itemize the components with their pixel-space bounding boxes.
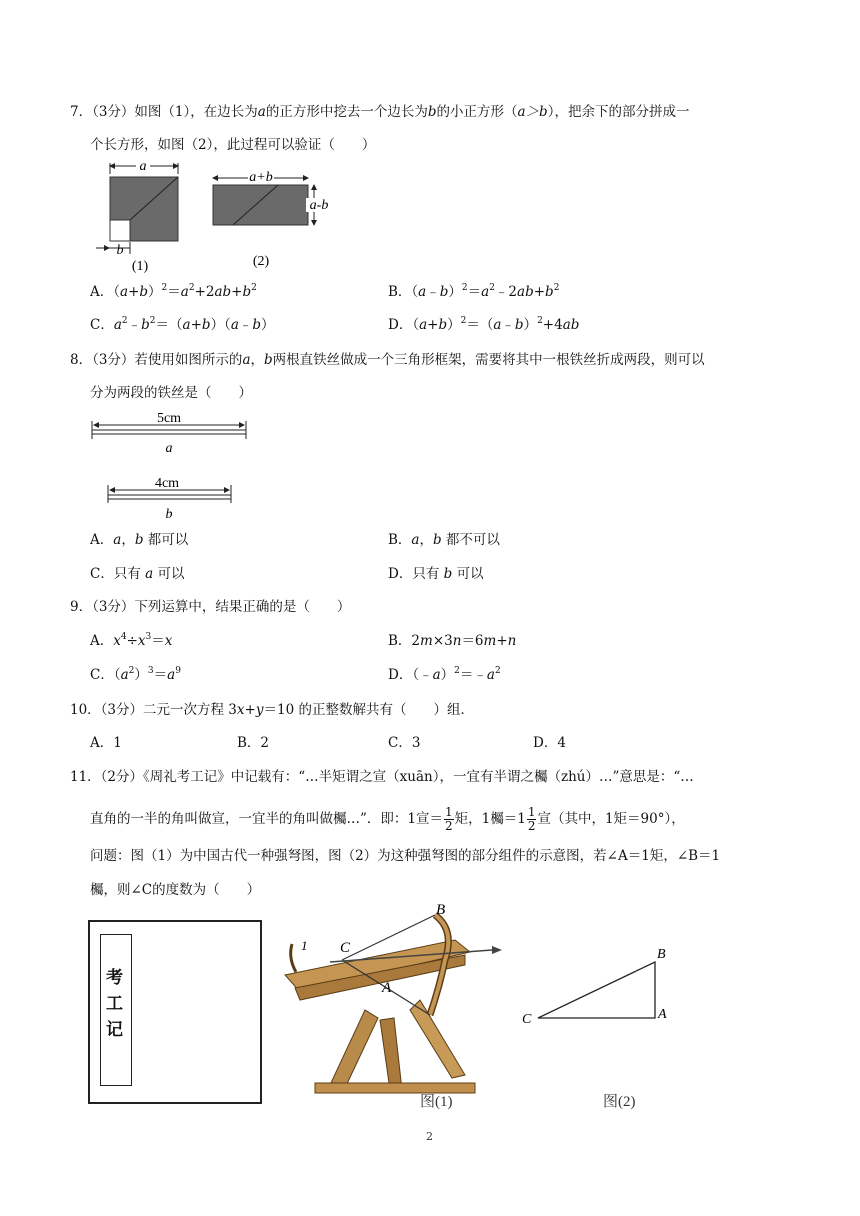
- q10-option-a: A．1: [90, 735, 122, 751]
- q7-option-d: D．$(a+b)^2=(a﹣b)^2+4ab$: [388, 316, 580, 333]
- q9-stem: 9．（3分）下列运算中，结果正确的是（ ）: [70, 599, 351, 615]
- crossbow-label-1: 1: [301, 938, 308, 953]
- q8-wire-figure: [88, 405, 253, 525]
- fig1-a-label: a: [139, 160, 147, 174]
- q8-stem-line1: 8．（3分）若使用如图所示的a，b两根直铁丝做成一个三角形框架，需要将其中一根铁丝折成两段，则可以: [70, 352, 705, 368]
- fig1-b-label: b: [116, 243, 124, 258]
- q9-option-d: D．$(﹣a)^2=﹣a^2$: [388, 666, 501, 683]
- q8-stem-line2: 分为两段的铁丝是（ ）: [90, 385, 252, 401]
- fig2-top-label: a+b: [249, 170, 273, 185]
- crossbow-label-B: B: [436, 902, 446, 918]
- crossbow-icon: [285, 915, 502, 1093]
- q11-stem-line3: 问题：图（1）为中国古代一种强弩图，图（2）为这种强弩图的部分组件的示意图，若∠A＝1矩，∠B＝1: [90, 848, 721, 864]
- book-title-box: [100, 934, 132, 1086]
- fig2-caption: 图(2): [603, 1094, 636, 1110]
- triangle-label-A: A: [658, 1007, 667, 1022]
- fig1-caption: (1): [131, 259, 149, 274]
- q9-option-a: A．$x^4\div x^3=x$: [90, 632, 173, 649]
- q8-option-c: C．只有 a 可以: [90, 566, 185, 582]
- q9-option-b: B．2m×3n＝6m+n: [388, 633, 517, 649]
- wire-b: [108, 495, 231, 499]
- wire-b-length: 4cm: [154, 476, 180, 491]
- wire-a-name: a: [165, 441, 173, 456]
- rectangle: [213, 185, 308, 225]
- q7-option-c: C．$a^2﹣b^2=(a+b)(a﹣b)$: [90, 316, 275, 333]
- q7-figure: [88, 160, 338, 275]
- fraction-mixed-half: $\frac{1}{2}$: [527, 805, 536, 833]
- crossbow-label-A: A: [382, 980, 392, 996]
- q9-option-c: C．$(a^2)^3=a^9$: [90, 666, 181, 683]
- fig1-caption: 图(1): [420, 1094, 453, 1110]
- page-number: 2: [426, 1130, 433, 1143]
- small-square: [110, 220, 130, 241]
- q8-option-d: D．只有 b 可以: [388, 566, 484, 582]
- triangle-label-C: C: [522, 1012, 532, 1027]
- q10-stem: 10．（3分）二元一次方程 3x+y＝10 的正整数解共有（ ）组．: [70, 702, 474, 718]
- fig2-caption: (2): [252, 254, 270, 269]
- crossbow-figure: [270, 900, 670, 1115]
- wire-a-length: 5cm: [156, 411, 182, 426]
- q7-stem-line2: 个长方形，如图（2），此过程可以验证（ ）: [90, 137, 376, 153]
- q7-option-b: B．$(a﹣b)^2=a^2﹣2ab+b^2$: [388, 283, 560, 300]
- q7-stem-line1: 7．（3分）如图（1），在边长为a的正方形中挖去一个边长为b的小正方形（a＞b），把余下的部分拼成一: [70, 104, 690, 120]
- wire-a: [92, 430, 246, 434]
- q11-stem-line2: 直角的一半的角叫做宣，一宜半的角叫做欘…”．即：1宣＝ $\frac{1}{2}$ 矩，1欘＝1 $\frac{1}{2}$ 宣（其中，1矩＝90°），: [90, 805, 685, 833]
- crossbow-label-C: C: [340, 940, 351, 956]
- q7-option-a: A．$(a+b)^2=a^2+2ab+b^2$: [90, 283, 257, 300]
- q11-stem-line1: 11．（2分）《周礼考工记》中记载有：“…半矩谓之宣（xuān），一宜有半谓之欘（zhú）…”意思是：“…: [70, 769, 694, 785]
- wire-b-name: b: [165, 507, 173, 522]
- q8-option-a: A．a，b 都可以: [90, 532, 189, 548]
- book-title: 考工记: [106, 968, 123, 1040]
- triangle-label-B: B: [657, 947, 666, 962]
- q10-option-b: B．2: [237, 735, 270, 751]
- q10-option-d: D．4: [533, 735, 566, 751]
- q11-stem-line4: 欘，则∠C的度数为（ ）: [90, 882, 261, 898]
- kaogongji-book-figure: [88, 920, 262, 1104]
- fig2-side-label: a-b: [309, 198, 329, 213]
- q10-option-c: C．3: [388, 735, 421, 751]
- fraction-half: $\frac{1}{2}$: [445, 805, 453, 833]
- triangle-abc: [538, 962, 655, 1018]
- q8-option-b: B．a，b 都不可以: [388, 532, 500, 548]
